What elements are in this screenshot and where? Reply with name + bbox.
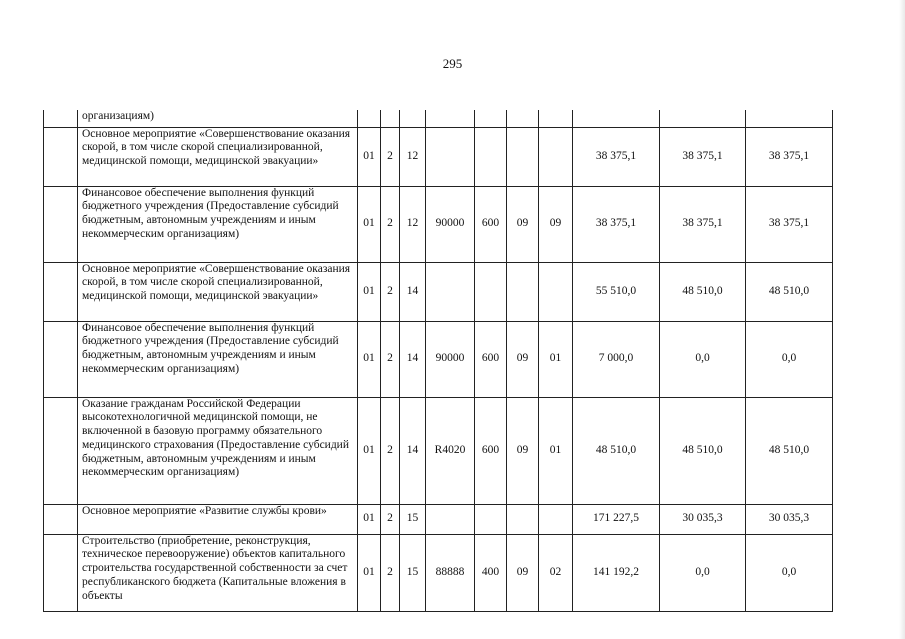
amount-year-3-cell <box>746 110 833 127</box>
expense-type-cell: 600 <box>475 186 507 262</box>
amount-year-3-cell: 48 510,0 <box>746 397 833 504</box>
subsection-cell <box>539 127 573 186</box>
blank-cell <box>44 110 78 127</box>
program-code-cell: 01 <box>358 321 381 397</box>
section-cell <box>507 504 539 534</box>
subprogram-code-cell: 2 <box>381 397 400 504</box>
program-code-cell: 01 <box>358 262 381 321</box>
amount-year-1-cell: 38 375,1 <box>573 186 660 262</box>
blank-cell <box>44 321 78 397</box>
expense-type-cell: 400 <box>475 534 507 611</box>
expense-type-cell <box>475 262 507 321</box>
measure-code-cell: 15 <box>400 534 426 611</box>
amount-year-2-cell: 0,0 <box>660 534 746 611</box>
amount-year-3-cell: 38 375,1 <box>746 127 833 186</box>
section-cell: 09 <box>507 186 539 262</box>
page-number: 295 <box>442 56 463 71</box>
subsection-cell <box>539 262 573 321</box>
expense-type-cell <box>475 127 507 186</box>
amount-year-2-cell: 0,0 <box>660 321 746 397</box>
amount-year-1-cell: 7 000,0 <box>573 321 660 397</box>
item-name-cell: Финансовое обеспечение выполнения функций бюджетного учреждения (Предоставление субсидий бюджетным, автономным учреждениям и иным некоммерческим организациям) <box>78 321 358 397</box>
section-cell <box>507 127 539 186</box>
measure-code-cell: 14 <box>400 397 426 504</box>
subsection-cell: 09 <box>539 186 573 262</box>
program-code-cell: 01 <box>358 397 381 504</box>
item-name-cell: Оказание гражданам Российской Федерации высокотехнологичной медицинской помощи, не включенной в базовую программу обязательного медицинского страхования (Предоставление субсидий бюджетным, автономным учреждениям и иным некоммерческим организациям) <box>78 397 358 504</box>
table-row <box>44 186 833 262</box>
amount-year-1-cell: 48 510,0 <box>573 397 660 504</box>
measure-code-cell: 12 <box>400 127 426 186</box>
item-name-cell: Строительство (приобретение, реконструкция, техническое перевооружение) объектов капитального строительства государственной собственности за счет республиканского бюджета (Капитальные вложения в объекты <box>78 534 358 611</box>
section-cell: 09 <box>507 397 539 504</box>
table-body <box>44 110 833 611</box>
direction-code-cell <box>426 262 475 321</box>
subprogram-code-cell <box>381 110 400 127</box>
program-code-cell: 01 <box>358 534 381 611</box>
item-name-cell: Основное мероприятие «Совершенствование оказания скорой, в том числе скорой специализированной, медицинской помощи, медицинской эвакуации» <box>78 127 358 186</box>
direction-code-cell <box>426 110 475 127</box>
direction-code-cell <box>426 127 475 186</box>
expense-type-cell: 600 <box>475 321 507 397</box>
amount-year-3-cell: 48 510,0 <box>746 262 833 321</box>
measure-code-cell: 15 <box>400 504 426 534</box>
program-code-cell: 01 <box>358 186 381 262</box>
item-name-cell: организациям) <box>78 110 358 127</box>
blank-cell <box>44 127 78 186</box>
blank-cell <box>44 262 78 321</box>
table-row <box>44 110 833 127</box>
amount-year-2-cell: 38 375,1 <box>660 127 746 186</box>
measure-code-cell: 14 <box>400 321 426 397</box>
amount-year-2-cell: 48 510,0 <box>660 397 746 504</box>
measure-code-cell: 12 <box>400 186 426 262</box>
amount-year-3-cell: 38 375,1 <box>746 186 833 262</box>
subprogram-code-cell: 2 <box>381 504 400 534</box>
scan-edge <box>899 0 905 639</box>
program-code-cell: 01 <box>358 504 381 534</box>
section-cell: 09 <box>507 321 539 397</box>
table-row <box>44 321 833 397</box>
amount-year-3-cell: 30 035,3 <box>746 504 833 534</box>
table-row <box>44 504 833 534</box>
amount-year-2-cell: 30 035,3 <box>660 504 746 534</box>
amount-year-1-cell: 141 192,2 <box>573 534 660 611</box>
direction-code-cell: 90000 <box>426 186 475 262</box>
subprogram-code-cell: 2 <box>381 127 400 186</box>
section-cell: 09 <box>507 534 539 611</box>
subprogram-code-cell: 2 <box>381 321 400 397</box>
table-row <box>44 262 833 321</box>
program-code-cell <box>358 110 381 127</box>
measure-code-cell: 14 <box>400 262 426 321</box>
measure-code-cell <box>400 110 426 127</box>
direction-code-cell: 90000 <box>426 321 475 397</box>
item-name-cell: Основное мероприятие «Совершенствование оказания скорой, в том числе скорой специализированной, медицинской помощи, медицинской эвакуации» <box>78 262 358 321</box>
blank-cell <box>44 186 78 262</box>
subsection-cell <box>539 504 573 534</box>
subprogram-code-cell: 2 <box>381 186 400 262</box>
amount-year-3-cell: 0,0 <box>746 534 833 611</box>
amount-year-2-cell: 48 510,0 <box>660 262 746 321</box>
blank-cell <box>44 397 78 504</box>
subsection-cell: 01 <box>539 321 573 397</box>
amount-year-1-cell: 171 227,5 <box>573 504 660 534</box>
direction-code-cell <box>426 504 475 534</box>
blank-cell <box>44 534 78 611</box>
item-name-cell: Финансовое обеспечение выполнения функций бюджетного учреждения (Предоставление субсидий бюджетным, автономным учреждениям и иным некоммерческим организациям) <box>78 186 358 262</box>
direction-code-cell: R4020 <box>426 397 475 504</box>
program-code-cell: 01 <box>358 127 381 186</box>
amount-year-2-cell <box>660 110 746 127</box>
blank-cell <box>44 504 78 534</box>
table-row <box>44 127 833 186</box>
budget-table <box>43 110 833 612</box>
subsection-cell <box>539 110 573 127</box>
section-cell <box>507 110 539 127</box>
subprogram-code-cell: 2 <box>381 262 400 321</box>
expense-type-cell <box>475 504 507 534</box>
subsection-cell: 01 <box>539 397 573 504</box>
section-cell <box>507 262 539 321</box>
direction-code-cell: 88888 <box>426 534 475 611</box>
subsection-cell: 02 <box>539 534 573 611</box>
amount-year-1-cell: 55 510,0 <box>573 262 660 321</box>
amount-year-3-cell: 0,0 <box>746 321 833 397</box>
amount-year-1-cell <box>573 110 660 127</box>
table-row <box>44 397 833 504</box>
amount-year-2-cell: 38 375,1 <box>660 186 746 262</box>
expense-type-cell <box>475 110 507 127</box>
amount-year-1-cell: 38 375,1 <box>573 127 660 186</box>
item-name-cell: Основное мероприятие «Развитие службы крови» <box>78 504 358 534</box>
table-row <box>44 534 833 611</box>
subprogram-code-cell: 2 <box>381 534 400 611</box>
expense-type-cell: 600 <box>475 397 507 504</box>
